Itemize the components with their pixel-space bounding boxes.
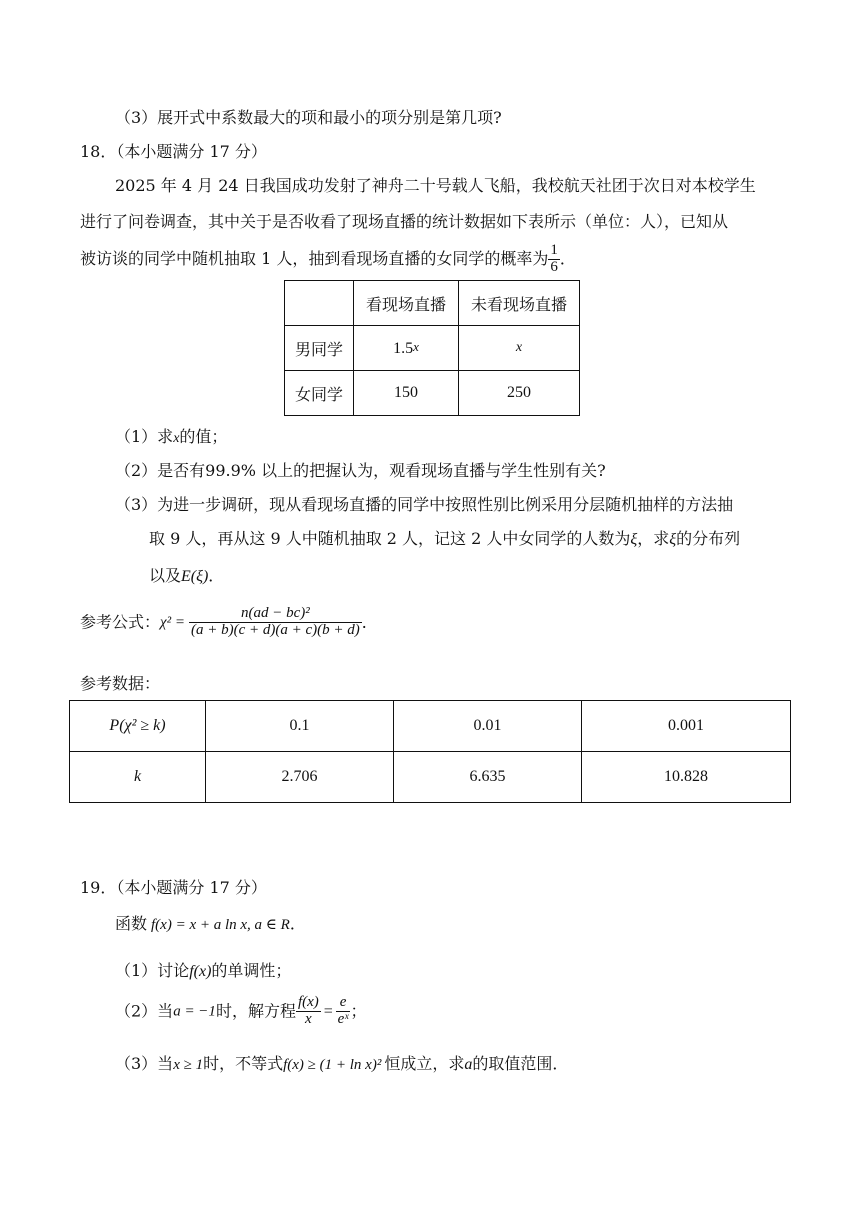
item-text: 的取值范围． — [472, 1054, 569, 1073]
fraction-denominator: (a + b)(c + d)(a + c)(b + d) — [190, 621, 360, 638]
row-label-k: k — [70, 752, 206, 803]
reference-formula — [80, 606, 378, 639]
item-text: 的单调性； — [211, 961, 292, 980]
q18-para-line3-text: 被访谈的同学中随机抽取 1 人，抽到看现场直播的女同学的概率为 — [80, 248, 549, 268]
item-text: 时，解方程 — [215, 1001, 296, 1021]
table-row — [70, 701, 791, 752]
item-text: （1）求 — [115, 427, 174, 446]
formula-end: ． — [361, 612, 378, 632]
item-text: ，求 — [637, 529, 670, 548]
survey-table — [284, 280, 580, 416]
sentence-end: ． — [559, 248, 576, 268]
item-text: 的分布列 — [676, 529, 741, 548]
condition-expr: a = −1 — [173, 1003, 216, 1020]
cell-male-watched — [354, 326, 459, 371]
q17-item3: （3）展开式中系数最大的项和最小的项分别是第几项? — [115, 108, 502, 127]
q18-item1 — [115, 427, 227, 448]
item-text: （3）当 — [115, 1054, 174, 1073]
table-cell: 10.828 — [582, 752, 791, 803]
variable-xi: ξ — [630, 531, 638, 548]
fraction-denominator: 6 — [550, 258, 558, 275]
table-row — [285, 326, 580, 371]
function-expr: f(x) = x + a ln x, a ∈ R — [151, 917, 290, 933]
q19-header: 19．（本小题满分 17 分） — [80, 878, 267, 897]
function-expr: f(x) — [189, 963, 212, 980]
table-cell: 0.001 — [582, 701, 791, 752]
chi-square-fraction — [189, 606, 362, 639]
q18-para-line3 — [80, 243, 576, 276]
item-text: 取 9 人，再从这 9 人中随机抽取 2 人，记这 2 人中女同学的人数为 — [149, 529, 631, 548]
cell-value: 1.5 — [393, 339, 414, 357]
item-text: 函数 — [115, 914, 148, 933]
table-header-not-watched: 未看现场直播 — [459, 281, 580, 326]
table-header-row — [285, 281, 580, 326]
item-text: 恒成立，求 — [384, 1054, 465, 1073]
q18-item2: （2）是否有99.9% 以上的把握认为，观看现场直播与学生性别有关? — [115, 461, 606, 480]
inequality-expr: f(x) ≥ (1 + ln x)² — [283, 1057, 382, 1073]
table-corner-cell — [285, 281, 354, 326]
table-cell: 0.01 — [394, 701, 582, 752]
item-text: ； — [350, 1001, 367, 1021]
variable-xi: ξ — [669, 531, 677, 548]
equation-left-fraction — [296, 995, 321, 1028]
item-text: 的值； — [179, 427, 228, 446]
fraction-numerator: e — [336, 995, 351, 1012]
table-row — [285, 371, 580, 416]
equation-right-fraction — [336, 995, 351, 1028]
critical-value-table — [69, 700, 791, 803]
cell-male-not-watched: x — [459, 326, 580, 371]
q18-para-line1: 2025 年 4 月 24 日我国成功发射了神舟二十号载人飞船，我校航天社团于次日对本校学生 — [115, 176, 756, 195]
fraction-numerator: f(x) — [297, 994, 319, 1010]
formula-label: 参考公式： — [80, 612, 161, 632]
item-text: （1）讨论 — [115, 961, 190, 980]
fraction-denominator: eˣ — [337, 1010, 349, 1027]
item-text: ． — [208, 566, 225, 585]
table-header-watched: 看现场直播 — [354, 281, 459, 326]
variable-x: x — [173, 431, 180, 446]
table-cell: 6.635 — [394, 752, 582, 803]
cell-female-not-watched: 250 — [459, 371, 580, 416]
q19-item2 — [115, 995, 367, 1028]
table-cell: 0.1 — [206, 701, 394, 752]
probability-fraction — [548, 243, 560, 276]
item-text: （2）当 — [115, 1001, 174, 1021]
expectation-expr: E(ξ) — [181, 568, 209, 585]
fraction-numerator: 1 — [550, 242, 558, 258]
item-text: 时，不等式 — [203, 1054, 284, 1073]
variable-a: a — [464, 1056, 473, 1073]
fraction-denominator: x — [305, 1010, 312, 1027]
cell-variable: x — [413, 338, 419, 354]
q18-para-line2: 进行了问卷调查，其中关于是否收看了现场直播的统计数据如下表所示（单位：人），已知从 — [80, 212, 729, 231]
reference-data-label: 参考数据： — [80, 674, 161, 693]
q19-item3 — [115, 1054, 568, 1074]
table-row — [70, 752, 791, 803]
q19-item1 — [115, 961, 291, 981]
item-text: 以及 — [149, 566, 182, 585]
cell-female-watched: 150 — [354, 371, 459, 416]
row-label-probability: P(χ² ≥ k) — [70, 701, 206, 752]
table-cell: 2.706 — [206, 752, 394, 803]
equals-sign: = — [322, 1002, 334, 1020]
formula-lhs: χ² = — [160, 614, 185, 631]
row-label-female: 女同学 — [285, 371, 354, 416]
q18-item3-line2 — [149, 529, 740, 549]
q19-function-def — [115, 914, 306, 934]
condition-expr: x ≥ 1 — [173, 1057, 204, 1073]
row-label-male: 男同学 — [285, 326, 354, 371]
fraction-numerator: n(ad − bc)² — [189, 606, 362, 623]
q18-item3-line3 — [149, 566, 224, 586]
item-text: ． — [289, 914, 306, 933]
q18-item3-line1: （3）为进一步调研，现从看现场直播的同学中按照性别比例采用分层随机抽样的方法抽 — [115, 495, 734, 514]
q18-header: 18．（本小题满分 17 分） — [80, 142, 267, 161]
